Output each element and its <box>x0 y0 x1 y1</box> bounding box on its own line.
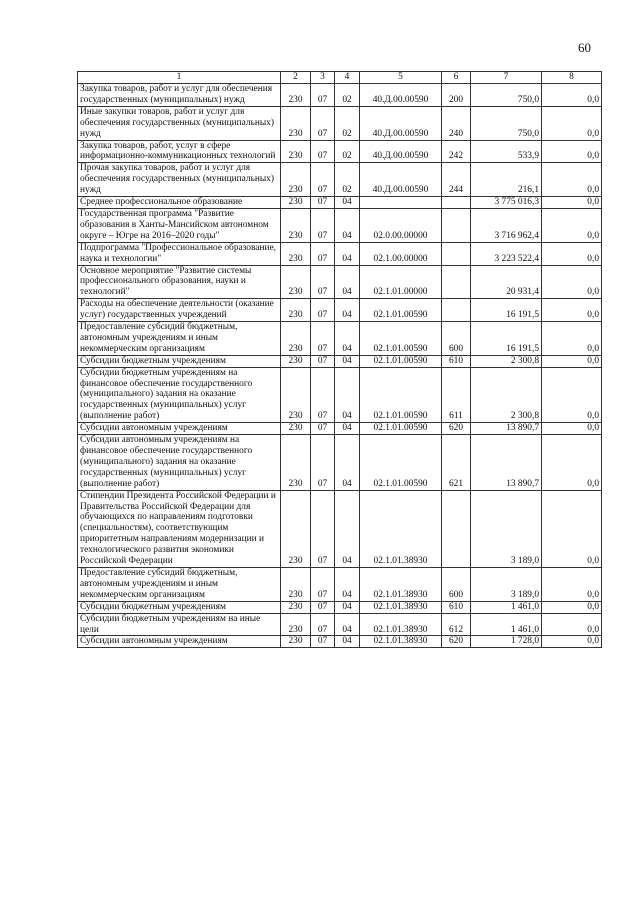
row-name: Закупка товаров, работ и услуг для обеспечения государственных (муниципальных) нужд <box>78 84 281 107</box>
table-row <box>78 140 602 163</box>
column-header: 2 <box>281 72 311 84</box>
ministry-code: 230 <box>281 299 311 322</box>
column-header: 7 <box>471 72 542 84</box>
subsection-code: 04 <box>335 367 360 423</box>
amount-secondary: 0,0 <box>542 490 602 567</box>
expense-type-code: 242 <box>442 140 471 163</box>
row-name: Закупка товаров, работ, услуг в сфере информационно-коммуникационных технологий <box>78 140 281 163</box>
target-article-code: 02.1.01.00590 <box>360 423 442 435</box>
subsection-code: 04 <box>335 265 360 299</box>
section-code: 07 <box>311 106 335 140</box>
subsection-code: 04 <box>335 613 360 636</box>
section-code: 07 <box>311 367 335 423</box>
ministry-code: 230 <box>281 490 311 567</box>
ministry-code: 230 <box>281 322 311 356</box>
table-row <box>78 197 602 209</box>
amount-secondary: 0,0 <box>542 140 602 163</box>
expense-type-code <box>442 265 471 299</box>
subsection-code: 04 <box>335 490 360 567</box>
ministry-code: 230 <box>281 367 311 423</box>
amount: 533,9 <box>471 140 542 163</box>
subsection-code: 04 <box>335 242 360 265</box>
table-row <box>78 567 602 601</box>
table-row <box>78 613 602 636</box>
subsection-code: 04 <box>335 208 360 242</box>
amount: 16 191,5 <box>471 322 542 356</box>
table-row <box>78 636 602 648</box>
target-article-code <box>360 197 442 209</box>
table-row <box>78 299 602 322</box>
ministry-code: 230 <box>281 355 311 367</box>
amount: 13 890,7 <box>471 435 542 491</box>
ministry-code: 230 <box>281 197 311 209</box>
row-name: Предоставление субсидий бюджетным, автономным учреждениям и иным некоммерческим организациям <box>78 567 281 601</box>
amount: 13 890,7 <box>471 423 542 435</box>
table-row <box>78 265 602 299</box>
expense-type-code: 610 <box>442 601 471 613</box>
column-header: 4 <box>335 72 360 84</box>
column-header: 1 <box>78 72 281 84</box>
subsection-code: 04 <box>335 423 360 435</box>
amount-secondary: 0,0 <box>542 601 602 613</box>
section-code: 07 <box>311 265 335 299</box>
target-article-code: 02.1.01.38930 <box>360 636 442 648</box>
amount: 20 931,4 <box>471 265 542 299</box>
expense-type-code: 620 <box>442 636 471 648</box>
page-number: 60 <box>578 40 591 55</box>
amount-secondary: 0,0 <box>542 613 602 636</box>
ministry-code: 230 <box>281 567 311 601</box>
row-name: Субсидии бюджетным учреждениям на финансовое обеспечение государственного (муниципального) задания на оказание государственных (муниципальных) услуг (выполнение работ) <box>78 367 281 423</box>
ministry-code: 230 <box>281 613 311 636</box>
column-header: 6 <box>442 72 471 84</box>
ministry-code: 230 <box>281 423 311 435</box>
row-name: Иные закупки товаров, работ и услуг для обеспечения государственных (муниципальных) нужд <box>78 106 281 140</box>
table-row <box>78 106 602 140</box>
amount-secondary: 0,0 <box>542 636 602 648</box>
section-code: 07 <box>311 208 335 242</box>
expense-type-code: 600 <box>442 322 471 356</box>
section-code: 07 <box>311 163 335 197</box>
section-code: 07 <box>311 567 335 601</box>
target-article-code: 02.0.00.00000 <box>360 208 442 242</box>
target-article-code: 02.1.01.38930 <box>360 567 442 601</box>
table-row <box>78 355 602 367</box>
section-code: 07 <box>311 322 335 356</box>
section-code: 07 <box>311 435 335 491</box>
ministry-code: 230 <box>281 208 311 242</box>
expense-type-code <box>442 299 471 322</box>
amount: 216,1 <box>471 163 542 197</box>
amount: 750,0 <box>471 84 542 107</box>
row-name: Субсидии автономным учреждениям на финансовое обеспечение государственного (муниципального) задания на оказание государственных (муниципальных) услуг (выполнение работ) <box>78 435 281 491</box>
subsection-code: 04 <box>335 435 360 491</box>
amount-secondary: 0,0 <box>542 299 602 322</box>
table-row <box>78 601 602 613</box>
section-code: 07 <box>311 242 335 265</box>
expense-type-code <box>442 490 471 567</box>
target-article-code: 02.1.01.00590 <box>360 435 442 491</box>
amount: 2 300,8 <box>471 355 542 367</box>
section-code: 07 <box>311 355 335 367</box>
table-row <box>78 208 602 242</box>
section-code: 07 <box>311 490 335 567</box>
ministry-code: 230 <box>281 163 311 197</box>
table-row <box>78 163 602 197</box>
amount: 3 189,0 <box>471 490 542 567</box>
table-row <box>78 322 602 356</box>
amount-secondary: 0,0 <box>542 435 602 491</box>
target-article-code: 40.Д.00.00590 <box>360 106 442 140</box>
amount-secondary: 0,0 <box>542 84 602 107</box>
expense-type-code: 621 <box>442 435 471 491</box>
amount: 2 300,8 <box>471 367 542 423</box>
row-name: Субсидии автономным учреждениям <box>78 636 281 648</box>
target-article-code: 40.Д.00.00590 <box>360 84 442 107</box>
ministry-code: 230 <box>281 636 311 648</box>
amount-secondary: 0,0 <box>542 208 602 242</box>
column-header: 3 <box>311 72 335 84</box>
expense-type-code <box>442 242 471 265</box>
subsection-code: 02 <box>335 84 360 107</box>
table-row <box>78 423 602 435</box>
row-name: Среднее профессиональное образование <box>78 197 281 209</box>
table-row <box>78 84 602 107</box>
expense-type-code: 610 <box>442 355 471 367</box>
subsection-code: 04 <box>335 355 360 367</box>
amount: 1 461,0 <box>471 613 542 636</box>
column-header: 5 <box>360 72 442 84</box>
section-code: 07 <box>311 636 335 648</box>
amount-secondary: 0,0 <box>542 423 602 435</box>
target-article-code: 02.1.01.00590 <box>360 367 442 423</box>
table-row <box>78 242 602 265</box>
row-name: Субсидии бюджетным учреждениям на иные цели <box>78 613 281 636</box>
ministry-code: 230 <box>281 140 311 163</box>
table-row <box>78 490 602 567</box>
target-article-code: 02.1.01.38930 <box>360 613 442 636</box>
ministry-code: 230 <box>281 106 311 140</box>
expense-type-code: 611 <box>442 367 471 423</box>
table-row <box>78 367 602 423</box>
ministry-code: 230 <box>281 601 311 613</box>
row-name: Предоставление субсидий бюджетным, автономным учреждениям и иным некоммерческим организациям <box>78 322 281 356</box>
expense-type-code: 620 <box>442 423 471 435</box>
target-article-code: 02.1.01.00590 <box>360 355 442 367</box>
amount-secondary: 0,0 <box>542 197 602 209</box>
subsection-code: 04 <box>335 197 360 209</box>
table-body <box>78 72 602 648</box>
target-article-code: 02.1.00.00000 <box>360 242 442 265</box>
section-code: 07 <box>311 140 335 163</box>
row-name: Расходы на обеспечение деятельности (оказание услуг) государственных учреждений <box>78 299 281 322</box>
amount-secondary: 0,0 <box>542 242 602 265</box>
expense-type-code: 612 <box>442 613 471 636</box>
amount-secondary: 0,0 <box>542 367 602 423</box>
amount-secondary: 0,0 <box>542 265 602 299</box>
subsection-code: 04 <box>335 299 360 322</box>
amount-secondary: 0,0 <box>542 163 602 197</box>
row-name: Субсидии бюджетным учреждениям <box>78 355 281 367</box>
expense-type-code: 240 <box>442 106 471 140</box>
column-number-row <box>78 72 602 84</box>
amount: 3 775 016,3 <box>471 197 542 209</box>
expense-type-code: 200 <box>442 84 471 107</box>
subsection-code: 04 <box>335 322 360 356</box>
amount-secondary: 0,0 <box>542 355 602 367</box>
subsection-code: 02 <box>335 106 360 140</box>
amount-secondary: 0,0 <box>542 567 602 601</box>
section-code: 07 <box>311 299 335 322</box>
section-code: 07 <box>311 601 335 613</box>
ministry-code: 230 <box>281 265 311 299</box>
ministry-code: 230 <box>281 242 311 265</box>
row-name: Основное мероприятие "Развитие системы профессионального образования, науки и технологий" <box>78 265 281 299</box>
subsection-code: 02 <box>335 140 360 163</box>
subsection-code: 04 <box>335 636 360 648</box>
expense-type-code: 600 <box>442 567 471 601</box>
target-article-code: 02.1.01.38930 <box>360 490 442 567</box>
amount: 750,0 <box>471 106 542 140</box>
amount: 16 191,5 <box>471 299 542 322</box>
amount: 3 189,0 <box>471 567 542 601</box>
row-name: Прочая закупка товаров, работ и услуг для обеспечения государственных (муниципальных) нужд <box>78 163 281 197</box>
amount: 1 728,0 <box>471 636 542 648</box>
expense-type-code <box>442 208 471 242</box>
subsection-code: 04 <box>335 601 360 613</box>
column-header: 8 <box>542 72 602 84</box>
row-name: Подпрограмма "Профессиональное образование, наука и технологии" <box>78 242 281 265</box>
section-code: 07 <box>311 613 335 636</box>
expense-type-code <box>442 197 471 209</box>
row-name: Государственная программа "Развитие образования в Ханты-Мансийском автономном округе – Югре на 2016–2020 годы" <box>78 208 281 242</box>
ministry-code: 230 <box>281 435 311 491</box>
section-code: 07 <box>311 423 335 435</box>
target-article-code: 40.Д.00.00590 <box>360 140 442 163</box>
target-article-code: 40.Д.00.00590 <box>360 163 442 197</box>
amount: 1 461,0 <box>471 601 542 613</box>
section-code: 07 <box>311 197 335 209</box>
expense-type-code: 244 <box>442 163 471 197</box>
target-article-code: 02.1.01.00000 <box>360 265 442 299</box>
amount-secondary: 0,0 <box>542 106 602 140</box>
budget-table <box>77 71 602 648</box>
subsection-code: 02 <box>335 163 360 197</box>
subsection-code: 04 <box>335 567 360 601</box>
row-name: Стипендии Президента Российской Федерации и Правительства Российской Федерации для обучающихся по направлениям подготовки (специальностям), соответствующим приоритетным направлениям модернизации и технологического развития экономики Российской Федерации <box>78 490 281 567</box>
section-code: 07 <box>311 84 335 107</box>
target-article-code: 02.1.01.00590 <box>360 322 442 356</box>
amount: 3 223 522,4 <box>471 242 542 265</box>
row-name: Субсидии бюджетным учреждениям <box>78 601 281 613</box>
amount: 3 716 962,4 <box>471 208 542 242</box>
target-article-code: 02.1.01.00590 <box>360 299 442 322</box>
target-article-code: 02.1.01.38930 <box>360 601 442 613</box>
ministry-code: 230 <box>281 84 311 107</box>
amount-secondary: 0,0 <box>542 322 602 356</box>
row-name: Субсидии автономным учреждениям <box>78 423 281 435</box>
table-row <box>78 435 602 491</box>
